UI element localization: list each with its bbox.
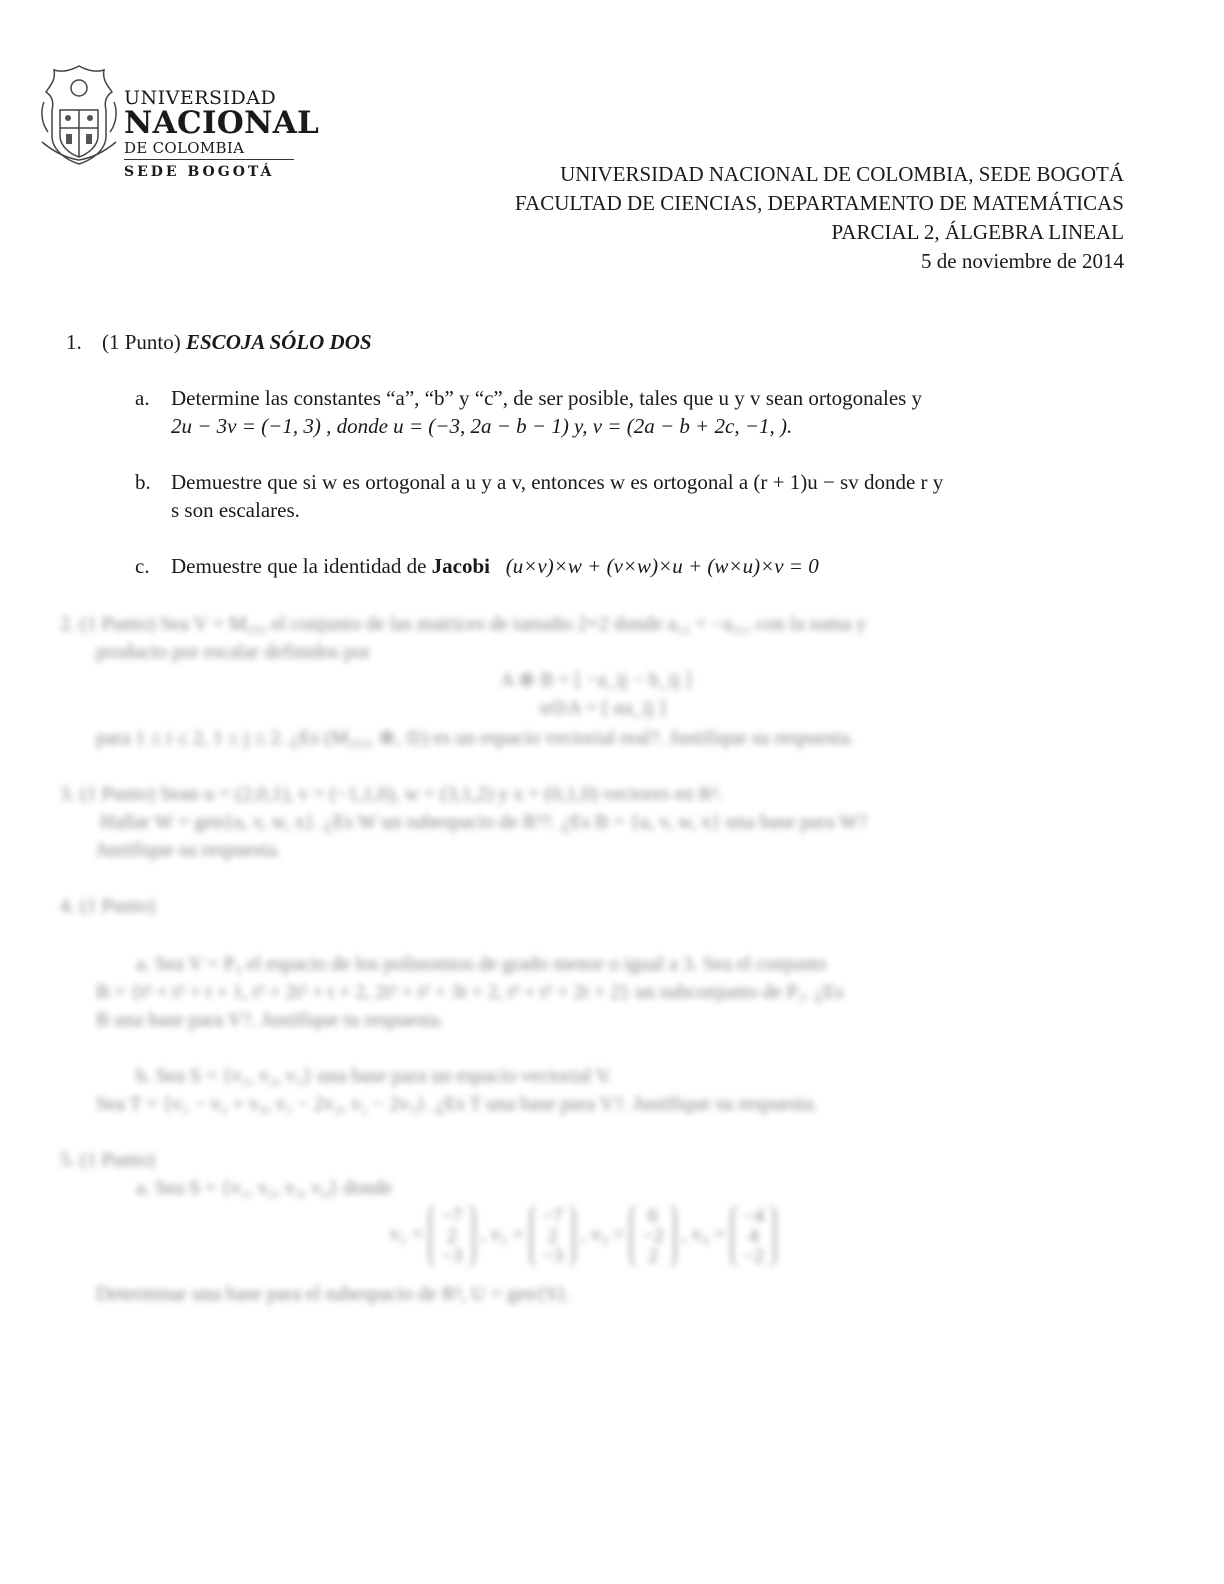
vector-v3-label: v₃ = (591, 1223, 625, 1246)
q3-line-1: 3. (1 Punto) Sean u = (2,0,1), v = (−1,1,0), w = (3,1,2) y x = (0,1,0) vectores en R³. (60, 783, 723, 805)
vector-v4-label: v₄ = (691, 1223, 725, 1246)
q2-line-3: para 1 ≤ i ≤ 2, 1 ≤ j ≤ 2. ¿Es (M₂ₓ₂, ⊕, ⊙) es un espacio vectorial real?. Justifique su respuesta. (96, 727, 855, 749)
logo-line-universidad: UNIVERSIDAD (124, 87, 277, 109)
question-1c-text (171, 552, 1125, 580)
q4b-line-2: Sea T = {v₁ − v₂ + v₃, v₁ − 2v₂, v₁ − 2v₃}. ¿Es T una base para V?. Justifique su respuesta. (96, 1093, 818, 1115)
q3-line-2: Hallar W = gen{u, v, w, x}. ¿Es W un subespacio de R³?. ¿Es B = {u, v, w, x} una base para W? (100, 811, 867, 833)
q5-line-1: 5. (1 Punto) (60, 1149, 155, 1171)
vector-v4: −4 4 −2 (731, 1204, 776, 1268)
q2-formula-2: α⊙A = [ αa_ij ] (540, 697, 666, 719)
q4a-line-1: a. Sea V = P₃ el espacio de los polinomios de grado menor o igual a 3. Sea el conjunto (136, 953, 827, 975)
q4a-line-2: B = {t³ + t² + t + 1, t³ + 2t² + t + 2, 2t³ + t² + 3t + 2, t³ + t² + 2t + 2} un subconjunto de P₃. ¿Es (96, 981, 844, 1003)
question-1a (135, 384, 1125, 444)
vector-v1-label: v₁ = (390, 1223, 424, 1246)
q2-formula-1: A ⊕ B = [ −a_ij − b_ij ] (500, 669, 692, 691)
question-1c-jacobi: Jacobi (431, 554, 490, 578)
question-instruction: ESCOJA SÓLO DOS (186, 330, 372, 354)
logo-wordmark (124, 88, 319, 180)
q4-line-1: 4. (1 Punto) (60, 895, 155, 917)
subquestion-label: b. (135, 470, 151, 494)
vector-v3: 6 −2 2 (630, 1204, 675, 1268)
header-date: 5 de noviembre de 2014 (921, 249, 1124, 273)
question-1b-text (171, 468, 1125, 524)
vector-v2: −7 2 −3 (530, 1204, 575, 1268)
question-1c-formula: (u×v)×w + (v×w)×u + (w×u)×v = 0 (505, 554, 819, 578)
question-1-title (102, 328, 372, 356)
logo-line-de-colombia: DE COLOMBIA (124, 139, 245, 157)
university-crest-icon (38, 62, 120, 166)
subquestion-label: a. (135, 386, 150, 410)
q2-line-1: 2. (1 Punto) Sea V = M₂ₓ₂ el conjunto de las matrices de tamaño 2×2 donde a₁₂ = −a₂₁, con la suma y (60, 613, 867, 635)
header-faculty: FACULTAD DE CIENCIAS, DEPARTAMENTO DE MATEMÁTICAS (514, 191, 1124, 215)
question-1c (135, 552, 1125, 582)
logo-divider (124, 159, 294, 160)
vector-v2-label: v₂ = (490, 1223, 524, 1246)
vector-v1: −7 2 −3 (429, 1204, 474, 1268)
university-logo (38, 62, 320, 180)
header-university: UNIVERSIDAD NACIONAL DE COLOMBIA, SEDE BOGOTÁ (560, 162, 1124, 186)
q5-line-2: Determinar una base para el subespacio de R³, U = gen{S}. (96, 1283, 572, 1305)
q5-vectors: v₁ =−7 2 −3, v₂ =−7 2 −3, v₃ =6 −2 2, v₄ =−4 4 −2 (390, 1204, 782, 1268)
q2-line-2: producto por escalar definidos por (96, 641, 371, 663)
question-1c-prefix: Demuestre que la identidad de (171, 554, 427, 578)
exam-header (515, 160, 1124, 276)
question-1-heading (66, 328, 1126, 358)
q4a-line-3: B una base para V?. Justifique tu respuesta. (96, 1009, 444, 1031)
question-1a-line-1: Determine las constantes “a”, “b” y “c”, de ser posible, tales que u y v sean ortogonales y (171, 386, 923, 410)
question-1b-line-2: s son escalares. (171, 498, 300, 522)
logo-line-nacional: NACIONAL (124, 105, 320, 141)
q4b-line-1: b. Sea S = {v₁, v₂, v₃} una base para un espacio vectorial V. (136, 1065, 613, 1087)
question-1a-text (171, 384, 1125, 440)
q5a-line-1: a. Sea S = {v₁, v₂, v₃, v₄} donde (136, 1177, 393, 1199)
logo-line-sede: SEDE BOGOTÁ (124, 164, 275, 180)
subquestion-label: c. (135, 554, 150, 578)
question-1b-line-1: Demuestre que si w es ortogonal a u y a v, entonces w es ortogonal a (r + 1)u − sv donde r y (171, 470, 944, 494)
question-1a-line-2: 2u − 3v = (−1, 3) , donde u = (−3, 2a − b − 1) y, v = (2a − b + 2c, −1, ). (171, 414, 793, 438)
question-1b (135, 468, 1125, 528)
blurred-questions (60, 600, 1130, 1320)
question-points: (1 Punto) (102, 330, 181, 354)
question-number: 1. (66, 330, 82, 354)
header-exam-title: PARCIAL 2, ÁLGEBRA LINEAL (831, 220, 1124, 244)
q3-line-3: Justifique su respuesta. (96, 839, 281, 861)
